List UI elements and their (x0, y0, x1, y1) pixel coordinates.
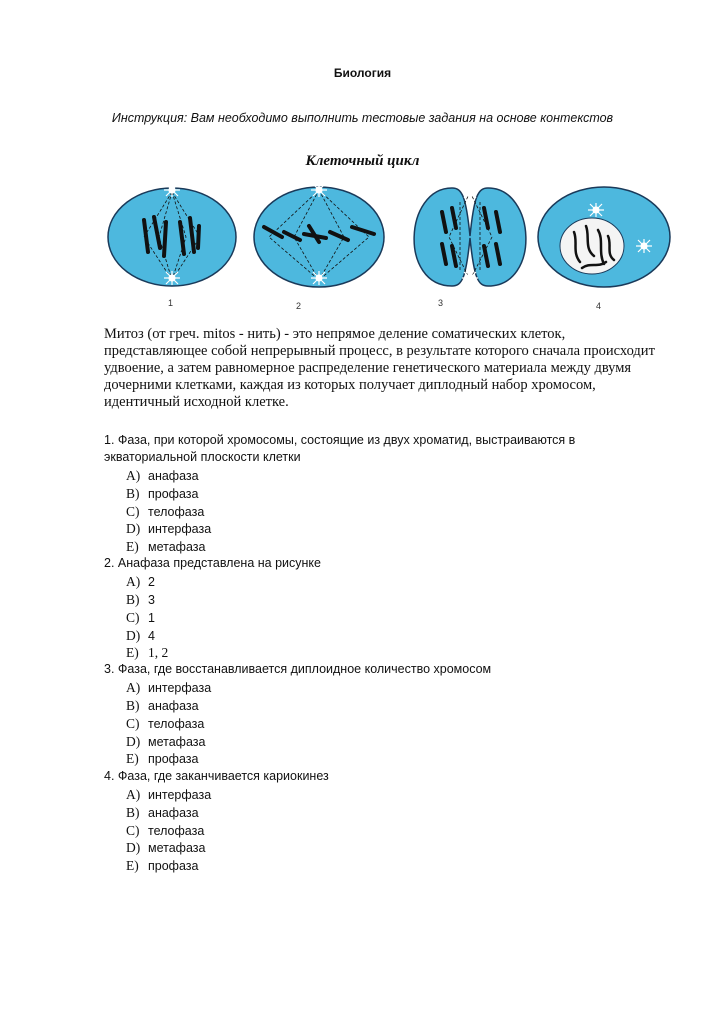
answer-option[interactable]: B) анафаза (126, 805, 199, 820)
cell-label-4: 4 (596, 301, 602, 311)
paragraph-line: представляющее собой непрерывный процесс, в результате которого сначала происходит (104, 343, 655, 359)
answer-option[interactable]: C) телофаза (126, 716, 205, 731)
instruction-text: Инструкция: Вам необходимо выполнить тестовые задания на основе контекстов (111, 111, 614, 125)
answer-option[interactable]: E) профаза (126, 858, 199, 873)
figure-title: Клеточный цикл (305, 153, 420, 169)
answer-option[interactable]: A) анафаза (126, 468, 199, 483)
answer-option[interactable]: A) 2 (126, 574, 155, 589)
answer-option[interactable]: D) метафаза (126, 840, 206, 855)
mitosis-paragraph (104, 326, 655, 411)
answer-option[interactable]: E) профаза (126, 751, 199, 766)
answer-option[interactable]: D) метафаза (126, 734, 206, 749)
answer-option[interactable]: A) интерфаза (126, 787, 212, 802)
answer-option[interactable]: E) метафаза (126, 539, 206, 554)
answer-option[interactable]: B) профаза (126, 486, 199, 501)
question-2-text: 2. Анафаза представлена на рисунке (104, 556, 321, 570)
question-3-text: 3. Фаза, где восстанавливается диплоидное количество хромосом (104, 662, 492, 676)
paragraph-line: Митоз (от греч. mitos - нить) - это непрямое деление соматических клеток, (104, 326, 566, 342)
answer-option[interactable]: A) интерфаза (126, 680, 212, 695)
answer-option[interactable]: C) 1 (126, 610, 155, 625)
answer-option[interactable]: C) телофаза (126, 504, 205, 519)
answer-option[interactable]: B) анафаза (126, 698, 199, 713)
paragraph-line: удвоение, а затем равномерное распределение генетического материала между двумя (104, 360, 632, 376)
cell-label-3: 3 (438, 298, 444, 308)
answer-option[interactable]: C) телофаза (126, 823, 205, 838)
cell-label-1: 1 (168, 298, 174, 308)
question-1-text: 1. Фаза, при которой хромосомы, состоящие из двух хроматид, выстраиваются в (104, 433, 576, 447)
question-1-text-cont: экваториальной плоскости клетки (104, 450, 301, 464)
cell-label-2: 2 (296, 301, 302, 311)
question-4-text: 4. Фаза, где заканчивается кариокинез (104, 769, 329, 783)
paragraph-line: идентичный исходной клетке. (104, 394, 289, 410)
page-title: Биология (333, 66, 392, 80)
cell-cycle-figure (104, 182, 684, 322)
answer-option[interactable]: E) 1, 2 (126, 645, 169, 660)
answer-option[interactable]: D) интерфаза (126, 521, 212, 536)
answer-option[interactable]: D) 4 (126, 628, 155, 643)
answer-option[interactable]: B) 3 (126, 592, 155, 607)
paragraph-line: дочерними клетками, каждая из которых получает диплодный набор хромосом, (104, 377, 596, 393)
